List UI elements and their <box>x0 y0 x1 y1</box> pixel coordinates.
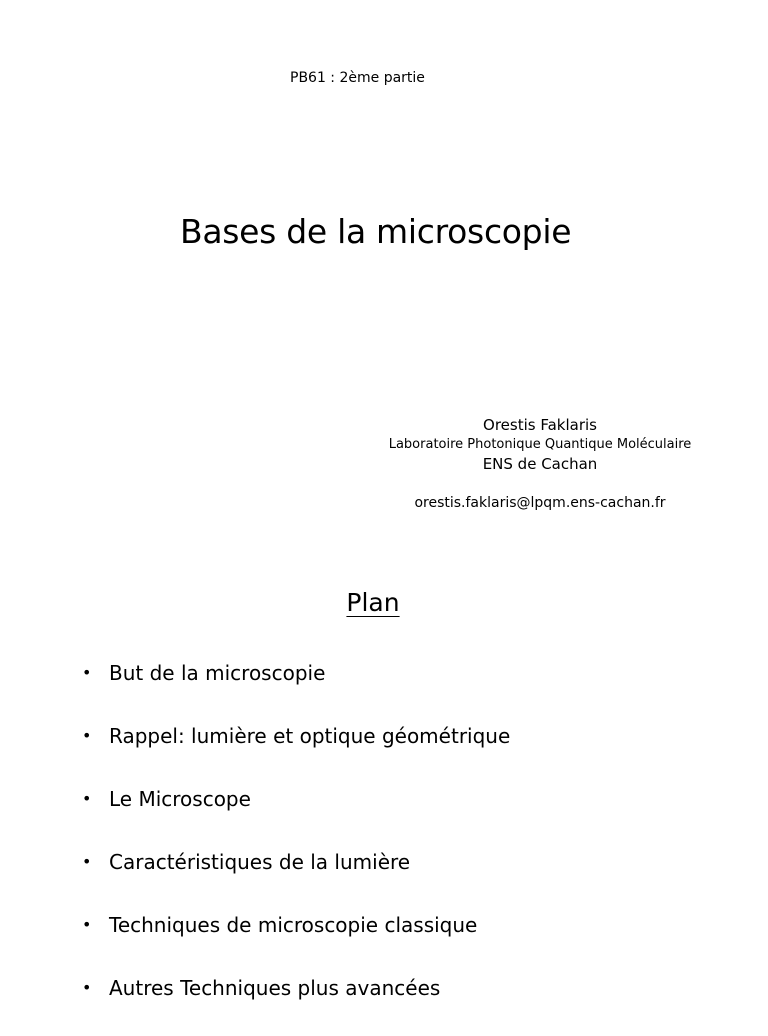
author-lab: Laboratoire Photonique Quantique Moléculaire <box>388 437 692 452</box>
author-block <box>360 415 720 513</box>
plan-item-label: Caractéristiques de la lumière <box>109 850 411 874</box>
bullet-icon: • <box>82 915 92 934</box>
plan-heading <box>0 588 746 617</box>
plan-item-1 <box>82 721 510 784</box>
plan-item-4 <box>82 910 510 973</box>
plan-item-label: Le Microscope <box>109 787 251 811</box>
plan-item-3 <box>82 847 510 910</box>
author-email: orestis.faklaris@lpqm.ens-cachan.fr <box>414 495 666 511</box>
plan-item-2 <box>82 784 510 847</box>
course-label: PB61 : 2ème partie <box>290 70 425 86</box>
plan-heading-text: Plan <box>346 588 400 617</box>
plan-item-0 <box>82 658 510 721</box>
bullet-icon: • <box>82 663 92 682</box>
plan-list <box>82 658 510 1036</box>
page-title: Bases de la microscopie <box>180 212 572 251</box>
bullet-icon: • <box>82 726 92 745</box>
author-school: ENS de Cachan <box>482 455 598 473</box>
bullet-icon: • <box>82 789 92 808</box>
plan-item-label: But de la microscopie <box>109 661 326 685</box>
bullet-icon: • <box>82 978 92 997</box>
author-name: Orestis Faklaris <box>483 416 597 434</box>
plan-item-5 <box>82 973 510 1036</box>
plan-item-label: Rappel: lumière et optique géométrique <box>109 724 511 748</box>
bullet-icon: • <box>82 852 92 871</box>
plan-item-label: Autres Techniques plus avancées <box>109 976 441 1000</box>
plan-item-label: Techniques de microscopie classique <box>109 913 478 937</box>
